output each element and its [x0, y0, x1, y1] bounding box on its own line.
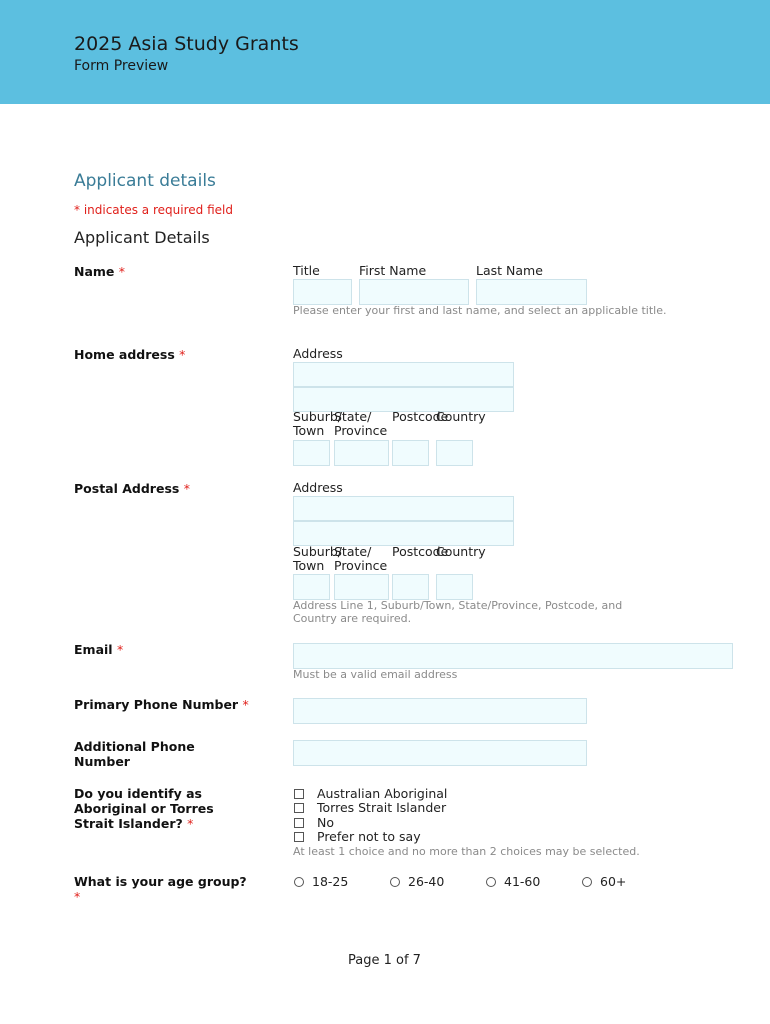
radio-circle[interactable] — [390, 877, 400, 887]
checkbox-torres-strait-islander[interactable]: Torres Strait Islander — [294, 800, 446, 815]
radio-age-26-40[interactable]: 26-40 — [390, 874, 444, 889]
checkbox-box[interactable] — [294, 818, 304, 828]
name-help: Please enter your first and last name, and select an applicable title. — [293, 304, 667, 317]
postal-address-line-label: Address — [293, 480, 343, 495]
radio-age-60-plus[interactable]: 60+ — [582, 874, 626, 889]
title-field-label: Title — [293, 263, 320, 278]
postal-state-label: State/ Province — [334, 544, 388, 573]
postal-address-line1-input[interactable] — [293, 496, 514, 521]
home-state-label: State/ Province — [334, 409, 388, 438]
required-star: * — [74, 889, 81, 904]
radio-circle[interactable] — [486, 877, 496, 887]
home-address-label: Home address * — [74, 347, 186, 362]
email-help: Must be a valid email address — [293, 668, 458, 681]
additional-phone-input[interactable] — [293, 740, 587, 766]
title-input[interactable] — [293, 279, 352, 305]
home-suburb-input[interactable] — [293, 440, 330, 466]
postal-address-line2-input[interactable] — [293, 521, 514, 546]
required-star: * — [116, 642, 124, 657]
home-suburb-label: Suburb/ Town — [293, 409, 342, 438]
home-state-input[interactable] — [334, 440, 389, 466]
postal-suburb-input[interactable] — [293, 574, 330, 600]
required-star: * — [242, 697, 249, 712]
last-name-label: Last Name — [476, 263, 543, 278]
name-label: Name * — [74, 264, 126, 279]
last-name-input[interactable] — [476, 279, 587, 305]
required-star: * — [187, 816, 194, 831]
radio-age-41-60[interactable]: 41-60 — [486, 874, 540, 889]
email-label: Email * — [74, 642, 124, 657]
primary-phone-input[interactable] — [293, 698, 587, 724]
first-name-label: First Name — [359, 263, 427, 278]
primary-phone-label: Primary Phone Number * — [74, 697, 249, 712]
postal-country-label: Country — [436, 544, 486, 559]
checkbox-prefer-not-to-say[interactable]: Prefer not to say — [294, 829, 421, 844]
home-address-line-label: Address — [293, 346, 343, 361]
aboriginal-question-label: Do you identify as Aboriginal or Torres Strait Islander? * — [74, 786, 214, 831]
required-note: * indicates a required field — [74, 203, 233, 217]
additional-phone-label: Additional Phone Number — [74, 739, 195, 769]
postal-address-help: Address Line 1, Suburb/Town, State/Province, Postcode, and Country are required. — [293, 599, 623, 625]
checkbox-box[interactable] — [294, 803, 304, 813]
checkbox-australian-aboriginal[interactable]: Australian Aboriginal — [294, 786, 447, 801]
section-subtitle: Applicant Details — [74, 228, 210, 247]
postal-postcode-input[interactable] — [392, 574, 429, 600]
postal-country-input[interactable] — [436, 574, 473, 600]
checkbox-box[interactable] — [294, 832, 304, 842]
radio-circle[interactable] — [294, 877, 304, 887]
home-country-input[interactable] — [436, 440, 473, 466]
required-star: * — [183, 481, 190, 496]
form-title: 2025 Asia Study Grants — [74, 33, 299, 55]
required-star: * — [118, 264, 126, 279]
email-input[interactable] — [293, 643, 733, 669]
required-star: * — [179, 347, 186, 362]
postal-suburb-label: Suburb/ Town — [293, 544, 342, 573]
postal-address-label: Postal Address * — [74, 481, 190, 496]
age-group-label: What is your age group? * — [74, 874, 247, 904]
radio-age-18-25[interactable]: 18-25 — [294, 874, 348, 889]
first-name-input[interactable] — [359, 279, 469, 305]
home-postcode-label: Postcode — [392, 409, 449, 424]
home-postcode-input[interactable] — [392, 440, 429, 466]
form-header — [0, 0, 770, 104]
postal-postcode-label: Postcode — [392, 544, 449, 559]
aboriginal-help: At least 1 choice and no more than 2 choices may be selected. — [293, 845, 640, 858]
form-subtitle: Form Preview — [74, 58, 169, 74]
checkbox-no[interactable]: No — [294, 815, 334, 830]
radio-circle[interactable] — [582, 877, 592, 887]
section-title: Applicant details — [74, 171, 216, 191]
postal-state-input[interactable] — [334, 574, 389, 600]
home-country-label: Country — [436, 409, 486, 424]
page-indicator: Page 1 of 7 — [348, 953, 421, 968]
checkbox-box[interactable] — [294, 789, 304, 799]
home-address-line1-input[interactable] — [293, 362, 514, 387]
